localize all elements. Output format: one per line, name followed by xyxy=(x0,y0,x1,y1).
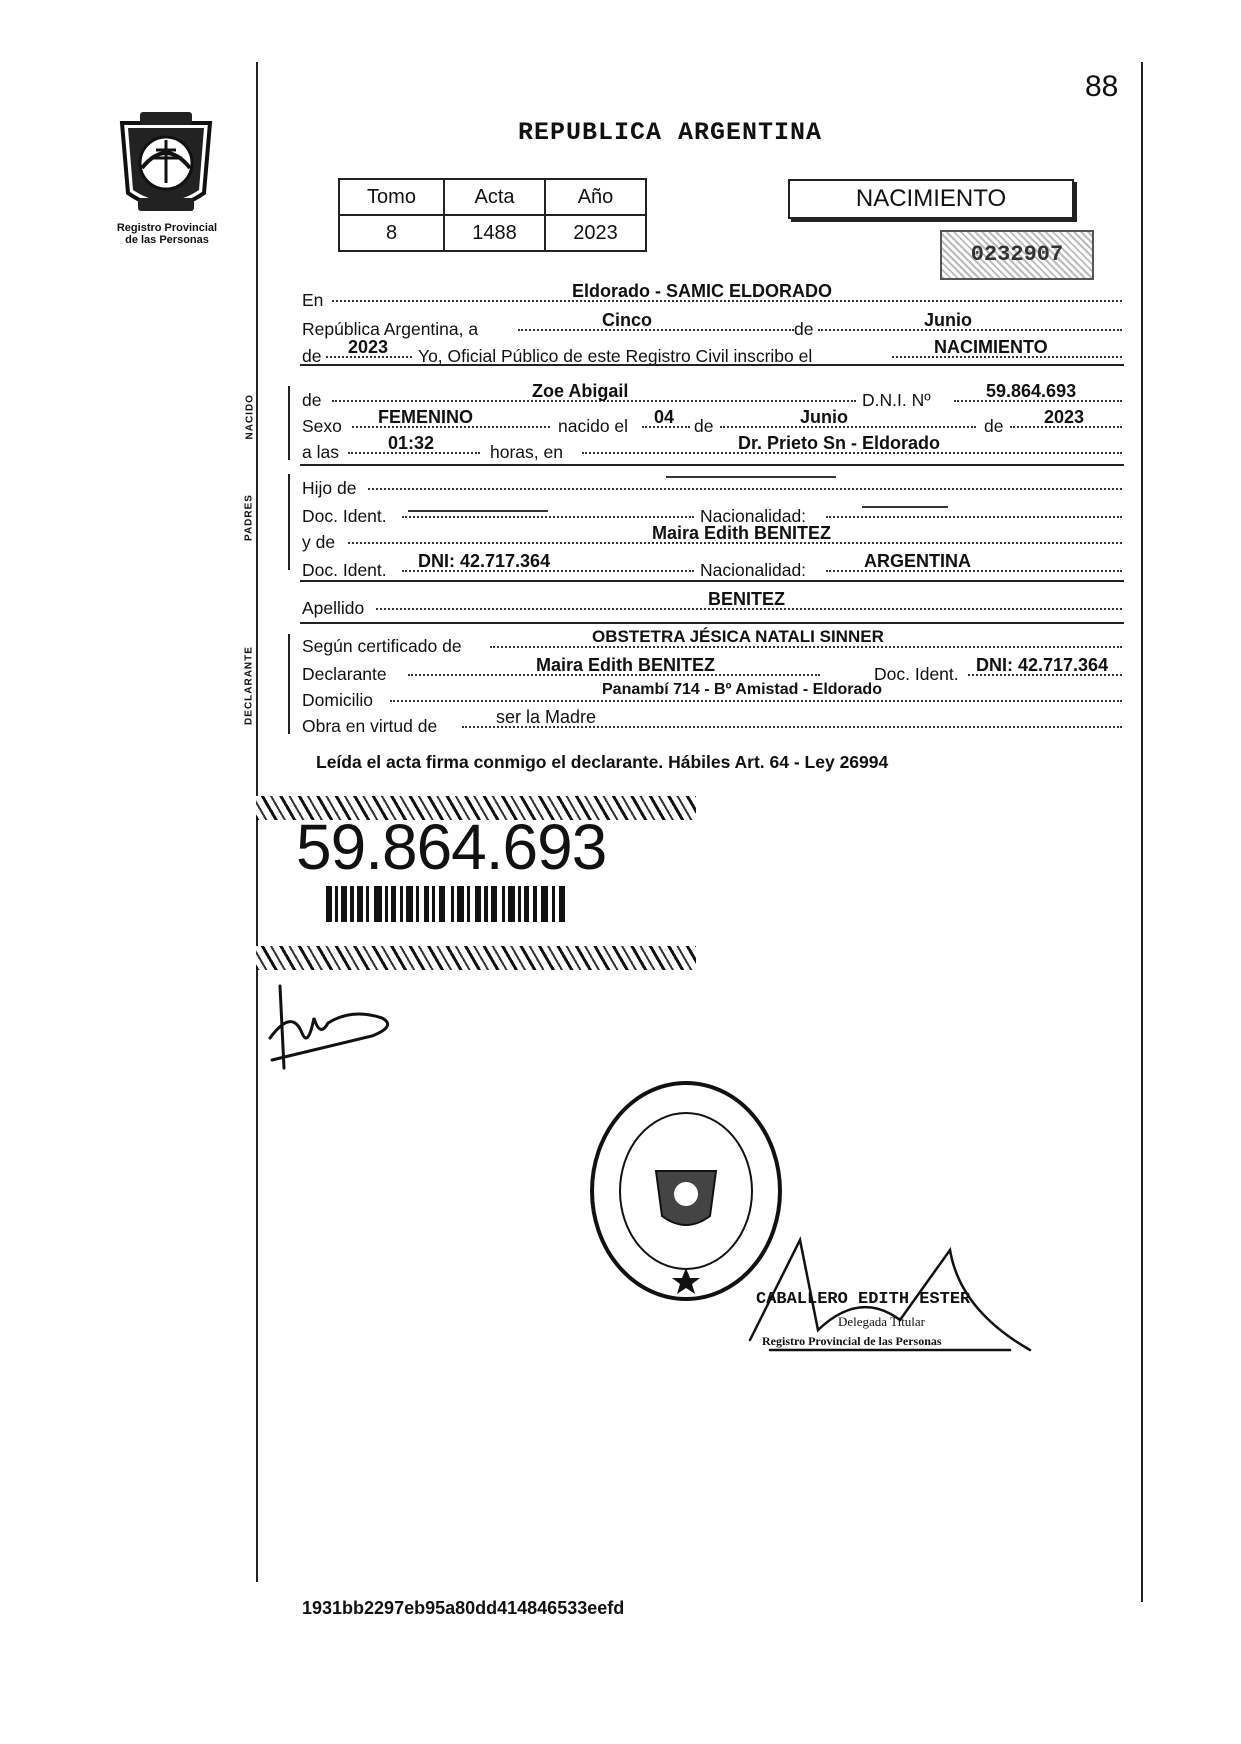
obra-row xyxy=(302,707,1124,736)
record-table xyxy=(338,178,647,252)
official-name: CABALLERO EDITH ESTER xyxy=(756,1290,971,1309)
logo-caption-line2: de las Personas xyxy=(125,234,209,246)
declarante-doc: DNI: 42.717.364 xyxy=(976,655,1109,675)
dni-label: D.N.I. Nº xyxy=(862,390,931,410)
provincial-coat-of-arms-icon xyxy=(112,108,220,218)
registered-act: NACIMIENTO xyxy=(934,337,1048,357)
padres-section-label: PADRES xyxy=(243,494,255,541)
de-label: de xyxy=(302,346,322,366)
dotted-line xyxy=(826,516,1122,518)
republic-label: República Argentina, a xyxy=(302,319,479,339)
child-name: Zoe Abigail xyxy=(532,381,629,401)
section-bar xyxy=(288,386,290,460)
segun-label: Según certificado de xyxy=(302,636,462,656)
child-sex: FEMENINO xyxy=(378,407,474,427)
de-label: de xyxy=(794,319,814,339)
doc-ident-label: Doc. Ident. xyxy=(302,506,387,526)
page-number: 88 xyxy=(1085,70,1119,103)
doc-ident-label: Doc. Ident. xyxy=(302,560,387,580)
section-bar xyxy=(288,634,290,734)
declarante-label: Declarante xyxy=(302,664,387,684)
en-row xyxy=(302,281,1124,310)
nacido-el-label: nacido el xyxy=(558,416,629,436)
mother-doc-row xyxy=(302,551,1124,580)
anio-value: 2023 xyxy=(545,215,646,251)
registration-month: Junio xyxy=(924,310,972,330)
record-table-header-row xyxy=(339,179,646,215)
registry-place: Eldorado - SAMIC ELDORADO xyxy=(572,281,832,301)
document-title: REPUBLICA ARGENTINA xyxy=(518,118,823,147)
statement-text: Yo, Oficial Público de este Registro Civil inscribo el xyxy=(418,346,813,366)
registration-day: Cinco xyxy=(602,310,653,330)
de-label: de xyxy=(984,416,1004,436)
doc-label: Doc. Ident. xyxy=(874,664,959,684)
dotted-line xyxy=(402,516,694,518)
birth-place: Dr. Prieto Sn - Eldorado xyxy=(738,433,941,453)
dotted-line xyxy=(518,329,794,331)
logo-caption-line1: Registro Provincial xyxy=(116,222,218,234)
date-row xyxy=(302,310,1124,339)
section-separator xyxy=(300,622,1124,624)
de-label: de xyxy=(694,416,714,436)
dotted-line xyxy=(720,426,976,428)
registration-year: 2023 xyxy=(348,337,389,357)
en-label: En xyxy=(302,290,324,310)
statement-row xyxy=(302,337,1124,366)
de-label: de xyxy=(302,390,322,410)
anio-header: Año xyxy=(545,179,646,215)
declarante-section-label: DECLARANTE xyxy=(243,646,255,725)
apellido-label: Apellido xyxy=(302,598,365,618)
domicilio-label: Domicilio xyxy=(302,690,373,710)
certificado-value: OBSTETRA JÉSICA NATALI SINNER xyxy=(592,627,884,646)
barcode-icon xyxy=(326,886,566,922)
time-row xyxy=(302,433,1124,462)
domicilio-value: Panambí 714 - Bº Amistad - Eldorado xyxy=(602,681,882,698)
birth-year: 2023 xyxy=(1044,407,1085,427)
father-doc-dash xyxy=(408,510,548,512)
a-las-label: a las xyxy=(302,442,339,462)
certificado-row xyxy=(302,627,1124,656)
id-number: 59.864.693 xyxy=(296,811,607,883)
apellido-value: BENITEZ xyxy=(708,589,786,609)
acta-header: Acta xyxy=(444,179,545,215)
dotted-line xyxy=(368,488,1122,490)
acta-value: 1488 xyxy=(444,215,545,251)
horas-label: horas, en xyxy=(490,442,563,462)
hijo-de-label: Hijo de xyxy=(302,478,357,498)
official-org: Registro Provincial de las Personas xyxy=(762,1334,942,1348)
security-band-bottom xyxy=(256,946,696,970)
tomo-value: 8 xyxy=(339,215,444,251)
left-margin-line xyxy=(256,62,258,1582)
closing-statement: Leída el acta firma conmigo el declarante. Hábiles Art. 64 - Ley 26994 xyxy=(316,752,889,772)
father-name-dash xyxy=(666,476,836,478)
official-role: Delegada Titular xyxy=(838,1314,926,1329)
record-table-value-row xyxy=(339,215,646,251)
section-separator xyxy=(300,464,1124,466)
y-de-label: y de xyxy=(302,532,336,552)
birth-month: Junio xyxy=(800,407,848,427)
logo-caption xyxy=(92,222,242,246)
tomo-header: Tomo xyxy=(339,179,444,215)
child-dni: 59.864.693 xyxy=(986,381,1077,401)
signature-icon xyxy=(262,978,402,1078)
section-separator xyxy=(300,580,1124,582)
record-type-box: NACIMIENTO xyxy=(788,179,1074,219)
domicilio-row xyxy=(302,681,1124,710)
sexo-label: Sexo xyxy=(302,416,342,436)
mother-nationality: ARGENTINA xyxy=(864,551,971,571)
father-nationality-dash xyxy=(862,506,948,508)
declarante-name: Maira Edith BENITEZ xyxy=(536,655,716,675)
hijo-de-row xyxy=(302,472,1124,498)
nacionalidad-label: Nacionalidad: xyxy=(700,506,807,526)
official-signature-icon xyxy=(740,1230,1040,1360)
apellido-row xyxy=(302,589,1124,618)
nacido-section-label: NACIDO xyxy=(244,394,256,440)
security-stamp: 0232907 xyxy=(940,230,1094,280)
nacionalidad-label: Nacionalidad: xyxy=(700,560,807,580)
birth-day: 04 xyxy=(654,407,675,427)
birth-time: 01:32 xyxy=(388,433,435,453)
obra-label: Obra en virtud de xyxy=(302,716,438,736)
obra-value: ser la Madre xyxy=(496,707,597,727)
right-margin-line xyxy=(1141,62,1143,1602)
section-separator xyxy=(300,364,1124,366)
section-bar xyxy=(288,474,290,570)
document-hash: 1931bb2297eb95a80dd414846533eefd xyxy=(302,1598,625,1618)
dotted-line xyxy=(390,700,1122,702)
mother-name: Maira Edith BENITEZ xyxy=(652,523,832,543)
y-de-row xyxy=(302,523,1124,552)
mother-doc: DNI: 42.717.364 xyxy=(418,551,551,571)
